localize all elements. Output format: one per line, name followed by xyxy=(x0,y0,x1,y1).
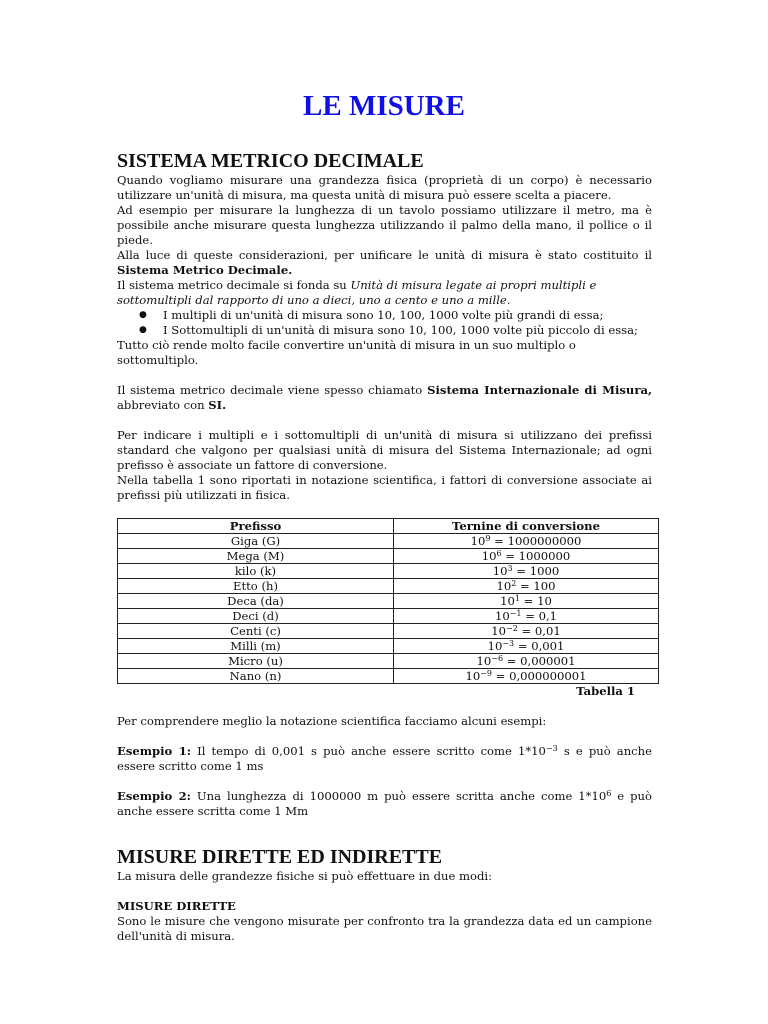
value: = 0,001 xyxy=(514,639,565,653)
exponent: 6 xyxy=(496,549,502,558)
text-span: Il sistema metrico decimale viene spesso chiamato xyxy=(117,383,428,397)
value: = 0,000001 xyxy=(503,654,576,668)
paragraph: Ad esempio per misurare la lunghezza di un tavolo possiamo utilizzare il metro, ma è possibile anche misurare questa lunghezza utilizzando il palmo della mano, il pollice o il piede. xyxy=(117,203,652,247)
table-row xyxy=(118,579,659,594)
conversion-cell xyxy=(394,549,659,564)
paragraph: Quando vogliamo misurare una grandezza fisica (proprietà di un corpo) è necessario utilizzare un'unità di misura, ma questa unità di misura può essere scelta a piacere. xyxy=(117,173,652,202)
base: 10 xyxy=(494,609,510,623)
text-span: Una lunghezza di 1000000 m può essere scritta anche come 1*10 xyxy=(190,789,607,803)
paragraph: Per indicare i multipli e i sottomultipli di un'unità di misura si utilizzano dei prefissi standard che valgono per qualsiasi unità di misura del Sistema Internazionale; ad ogni prefisso è associate un fattore di conversione. xyxy=(117,428,652,472)
conversion-cell xyxy=(394,594,659,609)
table-header-row xyxy=(118,519,659,534)
value: = 0,000000001 xyxy=(492,669,587,683)
prefix-cell: Milli (m) xyxy=(118,639,394,654)
paragraph: Per comprendere meglio la notazione scientifica facciamo alcuni esempi: xyxy=(117,714,547,728)
paragraph: Sono le misure che vengono misurate per confronto tra la grandezza data ed un campione dell'unità di misura. xyxy=(117,914,652,943)
conversion-cell xyxy=(394,639,659,654)
bold-term: SI. xyxy=(208,398,227,412)
base: 10 xyxy=(500,594,515,608)
text-span: Il tempo di 0,001 s può anche essere scritto come 1*10 xyxy=(191,744,546,758)
text-span: s e può anche essere scritto come 1 ms xyxy=(117,744,652,773)
subsection-heading-misure-dirette: MISURE DIRETTE xyxy=(117,899,236,913)
exponent: −6 xyxy=(491,654,504,663)
example-1 xyxy=(117,744,652,774)
section-heading-misure-dirette-indirette: MISURE DIRETTE ED INDIRETTE xyxy=(117,846,443,868)
table-row xyxy=(118,624,659,639)
bold-term: Sistema Metrico Decimale. xyxy=(117,263,293,277)
conversion-cell xyxy=(394,564,659,579)
base: 10 xyxy=(487,639,503,653)
value: = 100 xyxy=(516,579,556,593)
prefix-cell: Deci (d) xyxy=(118,609,394,624)
document-body xyxy=(117,149,652,944)
exponent: 3 xyxy=(507,564,513,573)
exponent: 1 xyxy=(514,594,520,603)
page-title: LE MISURE xyxy=(303,90,465,122)
prefix-cell: Deca (da) xyxy=(118,594,394,609)
exponent: −1 xyxy=(509,609,522,618)
base: 10 xyxy=(470,534,486,548)
conversion-cell xyxy=(394,534,659,549)
list-item: ● I Sottomultipli di un'unità di misura sono 10, 100, 1000 volte più piccolo di essa; xyxy=(117,323,652,338)
base: 10 xyxy=(476,654,492,668)
exponent: 6 xyxy=(606,789,612,798)
conversion-cell xyxy=(394,624,659,639)
prefix-cell: kilo (k) xyxy=(118,564,394,579)
column-header-prefisso: Prefisso xyxy=(118,519,394,534)
exponent: 9 xyxy=(485,534,491,543)
base: 10 xyxy=(496,579,512,593)
section-heading-sistema-metrico: SISTEMA METRICO DECIMALE xyxy=(117,150,424,172)
table-row xyxy=(118,669,659,684)
prefix-cell: Mega (M) xyxy=(118,549,394,564)
example-label: Esempio 2: xyxy=(117,789,191,803)
value: = 0,1 xyxy=(521,609,558,623)
exponent: −2 xyxy=(506,624,518,633)
table-caption: Tabella 1 xyxy=(576,684,635,698)
prefix-cell: Centi (c) xyxy=(118,624,394,639)
text-span: abbreviato con xyxy=(117,398,209,412)
table-row xyxy=(118,639,659,654)
value: = 10 xyxy=(520,594,552,608)
base: 10 xyxy=(491,624,507,638)
table-row xyxy=(118,609,659,624)
conversion-cell xyxy=(394,579,659,594)
table-row xyxy=(118,654,659,669)
base: 10 xyxy=(465,669,481,683)
table-row xyxy=(118,549,659,564)
paragraph xyxy=(117,248,652,278)
example-2 xyxy=(117,789,652,819)
bullet-list xyxy=(117,308,652,338)
table-row xyxy=(118,534,659,549)
conversion-cell xyxy=(394,669,659,684)
example-label: Esempio 1: xyxy=(117,744,192,758)
prefix-cell: Giga (G) xyxy=(118,534,394,549)
exponent: −3 xyxy=(545,744,558,753)
paragraph: La misura delle grandezze fisiche si può effettuare in due modi: xyxy=(117,869,493,883)
prefix-cell: Etto (h) xyxy=(118,579,394,594)
text-span: Alla luce di queste considerazioni, per unificare le unità di misura è stato costituito il xyxy=(117,248,652,262)
bold-term: Sistema Internazionale di Misura, xyxy=(427,383,652,397)
conversion-cell xyxy=(394,609,659,624)
prefix-table xyxy=(117,518,659,684)
value: = 1000000 xyxy=(501,549,571,563)
text-span: Il sistema metrico decimale si fonda su xyxy=(117,278,351,292)
paragraph: Tutto ciò rende molto facile convertire un'unità di misura in un suo multiplo o sottomultiplo. xyxy=(117,338,576,367)
prefix-cell: Nano (n) xyxy=(118,669,394,684)
value: = 1000000000 xyxy=(490,534,582,548)
exponent: 2 xyxy=(511,579,517,588)
base: 10 xyxy=(481,549,497,563)
column-header-conversione: Ternine di conversione xyxy=(394,519,659,534)
exponent: −3 xyxy=(502,639,515,648)
text-span: e può anche essere scritta come 1 Mm xyxy=(117,789,652,818)
value: = 0,01 xyxy=(517,624,561,638)
exponent: −9 xyxy=(480,669,492,678)
paragraph: Nella tabella 1 sono riportati in notazione scientifica, i fattori di conversione associate ai prefissi più utilizzati in fisica. xyxy=(117,473,652,502)
paragraph xyxy=(117,383,652,413)
value: = 1000 xyxy=(512,564,560,578)
prefix-cell: Micro (u) xyxy=(118,654,394,669)
conversion-cell xyxy=(394,654,659,669)
italic-definition: Unità di misura legate ai propri multipli e sottomultipli dal rapporto di uno a dieci, uno a cento e uno a mille. xyxy=(117,278,597,307)
list-item: ● I multipli di un'unità di misura sono 10, 100, 1000 volte più grandi di essa; xyxy=(117,308,652,323)
base: 10 xyxy=(492,564,508,578)
paragraph xyxy=(117,278,652,308)
table-row xyxy=(118,594,659,609)
table-row xyxy=(118,564,659,579)
